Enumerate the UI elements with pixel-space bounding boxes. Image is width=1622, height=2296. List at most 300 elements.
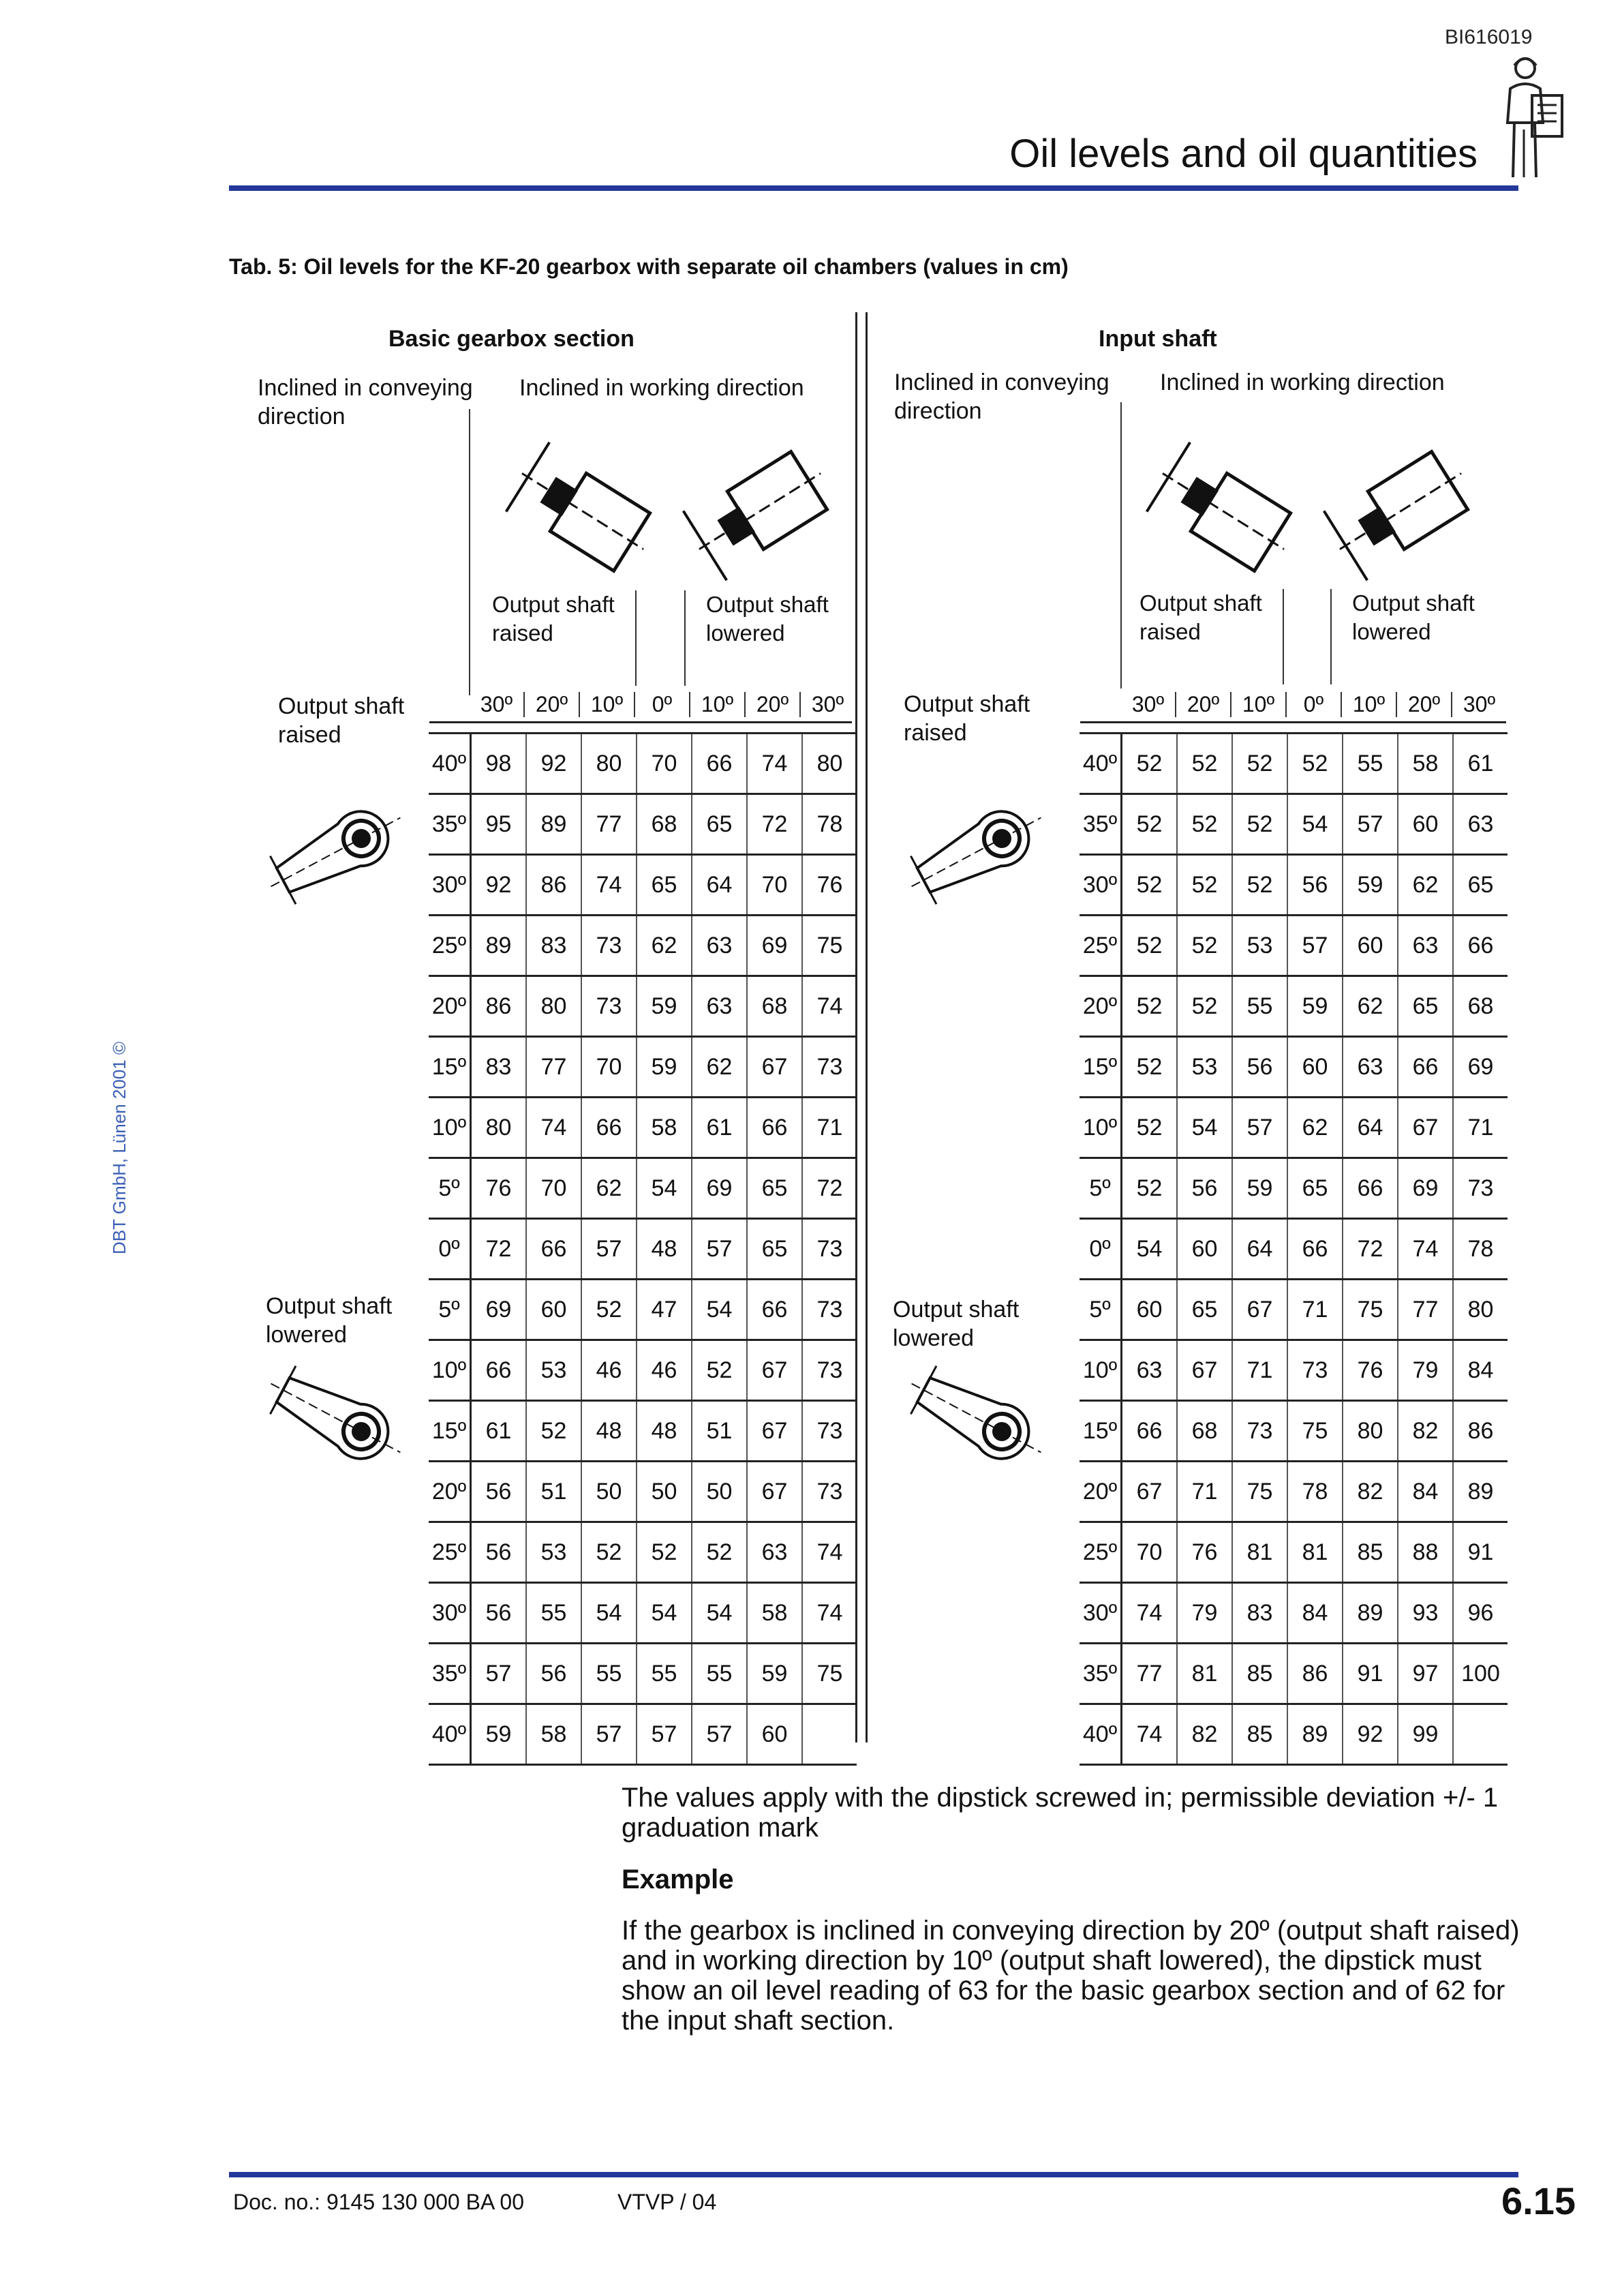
oil-level-cell: 91 [1343,1644,1398,1704]
oil-level-cell: 69 [692,1158,747,1219]
oil-level-cell: 80 [471,1098,527,1158]
row-angle: 25º [429,1522,471,1583]
oil-level-cell: 80 [1343,1401,1398,1462]
table-row [429,794,857,855]
oil-level-cell: 74 [581,855,637,916]
oil-level-cell: 71 [1287,1280,1343,1340]
oil-level-cell: 84 [1398,1462,1453,1522]
oil-level-cell: 57 [637,1704,692,1765]
basic-col-divider [635,590,637,686]
oil-level-cell: 60 [1398,794,1453,855]
page-number: 6.15 [1501,2179,1576,2222]
oil-level-cell: 76 [1343,1340,1398,1401]
oil-level-cell: 83 [1232,1583,1287,1644]
row-angle: 25º [429,916,471,976]
input-working-label: Inclined in working direction [1160,369,1445,395]
oil-level-cell: 81 [1232,1522,1287,1583]
oil-level-cell: 89 [1453,1462,1508,1522]
oil-level-cell: 56 [526,1644,581,1704]
dipstick-note: The values apply with the dipstick screwed in; permissible deviation +/- 1 graduation mark [622,1783,1499,1843]
input-oil-table [1080,732,1508,1766]
oil-level-cell: 66 [747,1280,802,1340]
oil-level-cell: 91 [1453,1522,1508,1583]
oil-level-cell: 80 [581,734,637,794]
input-column-label: 0º [1287,692,1342,717]
oil-level-cell: 52 [1122,855,1178,916]
table-row [1080,794,1508,855]
oil-level-cell: 52 [1122,734,1178,794]
oil-level-cell: 52 [1177,855,1232,916]
row-angle: 30º [429,1583,471,1644]
oil-level-cell: 77 [581,794,637,855]
basic-section-title: Basic gearbox section [388,326,634,352]
table-row [429,1644,857,1704]
oil-level-cell: 60 [747,1704,802,1765]
oil-level-cell: 67 [1232,1280,1287,1340]
row-angle: 25º [1080,916,1122,976]
footer-rule [229,2172,1518,2177]
table-row [1080,1158,1508,1219]
row-angle: 15º [429,1401,471,1462]
oil-level-cell: 67 [1398,1098,1453,1158]
oil-level-cell: 66 [526,1219,581,1280]
oil-level-cell: 66 [1287,1219,1343,1280]
oil-level-cell: 60 [526,1280,581,1340]
table-row [1080,1704,1508,1765]
oil-level-cell: 55 [1343,734,1398,794]
row-angle: 5º [429,1158,471,1219]
table-row [1080,1462,1508,1522]
oil-level-cell: 64 [1343,1098,1398,1158]
oil-level-cell: 75 [802,916,857,976]
oil-level-cell: 63 [1453,794,1508,855]
oil-level-cell: 93 [1398,1583,1453,1644]
table-row [1080,1401,1508,1462]
oil-level-cell: 66 [581,1098,637,1158]
oil-level-cell: 89 [471,916,527,976]
oil-level-cell: 80 [1453,1280,1508,1340]
table-row [429,1098,857,1158]
oil-level-cell: 72 [802,1158,857,1219]
example-heading: Example [622,1864,734,1894]
oil-level-cell: 77 [1398,1280,1453,1340]
input-shaft-eye-lowered-diagram [900,1363,1063,1479]
oil-level-cell: 53 [526,1340,581,1401]
input-column-label: 20º [1397,692,1452,717]
gearbox-tilt-raised-diagram [504,443,661,579]
row-angle: 30º [1080,855,1122,916]
oil-level-cell: 71 [1453,1098,1508,1158]
oil-level-cell: 47 [637,1280,692,1340]
oil-level-cell: 80 [802,734,857,794]
oil-level-cell: 70 [747,855,802,916]
oil-level-cell: 61 [692,1098,747,1158]
oil-level-cell: 52 [1122,916,1178,976]
oil-level-cell: 65 [1398,976,1453,1037]
oil-level-cell: 52 [1122,1158,1178,1219]
oil-level-cell: 65 [637,855,692,916]
oil-level-cell: 62 [1398,855,1453,916]
oil-level-cell: 72 [1343,1219,1398,1280]
oil-level-cell: 88 [1398,1522,1453,1583]
oil-level-cell: 51 [692,1401,747,1462]
input-column-label: 20º [1176,692,1231,717]
row-angle: 35º [1080,794,1122,855]
copyright-text: DBT GmbH, Lünen 2001 © [109,1041,129,1254]
oil-level-cell: 75 [802,1644,857,1704]
input-section-title: Input shaft [1099,326,1217,352]
oil-level-cell: 72 [747,794,802,855]
table-row [429,976,857,1037]
oil-level-cell: 52 [581,1280,637,1340]
oil-level-cell: 73 [802,1280,857,1340]
oil-level-cell: 68 [1453,976,1508,1037]
oil-level-cell: 86 [471,976,527,1037]
oil-level-cell: 57 [692,1704,747,1765]
oil-level-cell: 54 [1287,794,1343,855]
table-row [429,1037,857,1098]
row-angle: 25º [1080,1522,1122,1583]
oil-level-cell: 99 [1398,1704,1453,1765]
oil-level-cell: 55 [581,1644,637,1704]
oil-level-cell: 89 [1343,1583,1398,1644]
oil-level-cell: 73 [1232,1401,1287,1462]
oil-level-cell: 72 [471,1219,527,1280]
oil-level-cell: 54 [637,1583,692,1644]
row-angle: 10º [1080,1340,1122,1401]
oil-level-cell: 59 [1287,976,1343,1037]
oil-level-cell: 59 [1343,855,1398,916]
row-angle: 10º [429,1340,471,1401]
basic-conveying-divider [469,409,470,695]
oil-level-cell: 52 [581,1522,637,1583]
engineer-clipboard-icon [1490,48,1572,184]
table-caption: Tab. 5: Oil levels for the KF-20 gearbox with separate oil chambers (values in cm) [229,254,1069,279]
oil-level-cell: 59 [471,1704,527,1765]
oil-level-cell: 89 [526,794,581,855]
oil-level-cell: 52 [1232,794,1287,855]
oil-level-cell: 62 [1343,976,1398,1037]
input-column-label: 30º [1463,691,1496,716]
oil-level-cell: 100 [1453,1644,1508,1704]
table-row [429,1462,857,1522]
oil-level-cell: 57 [581,1219,637,1280]
row-angle: 5º [1080,1158,1122,1219]
oil-level-cell: 51 [526,1462,581,1522]
oil-level-cell: 74 [1122,1704,1178,1765]
oil-level-cell: 75 [1287,1401,1343,1462]
input-column-header [1121,687,1506,721]
basic-col-raised-label: Output shaft raised [492,592,615,646]
row-angle: 35º [429,1644,471,1704]
oil-level-cell: 50 [581,1462,637,1522]
oil-level-cell: 65 [1177,1280,1232,1340]
basic-col-lowered-label: Output shaft lowered [706,592,829,646]
oil-level-cell: 71 [1232,1340,1287,1401]
row-angle: 20º [1080,976,1122,1037]
oil-level-cell: 53 [1177,1037,1232,1098]
row-angle: 40º [1080,1704,1122,1765]
oil-level-cell: 52 [1177,916,1232,976]
oil-level-cell: 46 [637,1340,692,1401]
input-gearbox-tilt-raised-diagram [1145,443,1302,579]
oil-level-cell: 66 [747,1098,802,1158]
oil-level-cell: 84 [1453,1340,1508,1401]
input-gearbox-tilt-lowered-diagram [1322,443,1479,579]
row-angle: 10º [429,1098,471,1158]
row-angle: 0º [1080,1219,1122,1280]
oil-level-cell: 52 [692,1340,747,1401]
oil-level-cell: 84 [1287,1583,1343,1644]
input-column-label: 10º [1231,692,1287,717]
oil-level-cell: 61 [471,1401,527,1462]
table-row [429,1522,857,1583]
oil-level-cell: 66 [1398,1037,1453,1098]
oil-level-cell: 71 [1177,1462,1232,1522]
basic-column-label: 10º [580,692,635,717]
basic-column-label: 0º [635,692,690,717]
table-row [429,855,857,916]
oil-level-cell: 67 [747,1401,802,1462]
oil-level-cell: 68 [747,976,802,1037]
oil-level-cell: 52 [1177,976,1232,1037]
oil-level-cell: 56 [471,1462,527,1522]
oil-level-cell: 82 [1177,1704,1232,1765]
oil-level-cell: 68 [1177,1401,1232,1462]
table-row [1080,1340,1508,1401]
oil-level-cell: 69 [471,1280,527,1340]
table-row [429,1583,857,1644]
section-divider [866,312,868,1742]
table-row [429,1401,857,1462]
oil-level-cell: 52 [1177,734,1232,794]
table-row [1080,1583,1508,1644]
row-angle: 35º [429,794,471,855]
oil-level-cell: 77 [526,1037,581,1098]
oil-level-cell: 59 [637,1037,692,1098]
oil-level-cell: 81 [1287,1522,1343,1583]
oil-level-cell: 74 [802,976,857,1037]
table-row [429,1340,857,1401]
page-title: Oil levels and oil quantities [1009,132,1478,176]
oil-level-cell: 68 [637,794,692,855]
table-row [429,1158,857,1219]
table-row [429,734,857,794]
input-column-label: 30º [1121,692,1176,717]
oil-level-cell: 48 [581,1401,637,1462]
basic-column-label: 20º [746,692,801,717]
oil-level-cell: 74 [1122,1583,1178,1644]
input-col-divider [1283,589,1284,684]
input-conveying-divider [1120,402,1122,689]
row-angle: 10º [1080,1098,1122,1158]
oil-level-cell: 57 [692,1219,747,1280]
oil-level-cell: 50 [637,1462,692,1522]
row-angle: 5º [429,1280,471,1340]
oil-level-cell: 70 [637,734,692,794]
table-row [1080,734,1508,794]
oil-level-cell: 73 [802,1340,857,1401]
oil-level-cell: 73 [802,1462,857,1522]
oil-level-cell: 75 [1343,1280,1398,1340]
row-angle: 30º [1080,1583,1122,1644]
oil-level-cell: 73 [581,916,637,976]
input-col-raised-label: Output shaft raised [1139,590,1262,644]
oil-level-cell: 86 [1287,1644,1343,1704]
shaft-eye-raised-diagram [259,798,423,913]
oil-level-cell: 63 [1398,916,1453,976]
oil-level-cell: 60 [1343,916,1398,976]
input-column-label: 10º [1342,692,1397,717]
oil-level-cell: 55 [526,1583,581,1644]
oil-level-cell: 82 [1398,1401,1453,1462]
oil-level-cell: 74 [802,1522,857,1583]
oil-level-cell: 56 [1177,1158,1232,1219]
oil-level-cell: 57 [1343,794,1398,855]
oil-level-cell: 57 [471,1644,527,1704]
oil-level-cell: 73 [802,1037,857,1098]
oil-level-cell: 59 [1232,1158,1287,1219]
oil-level-cell: 67 [747,1462,802,1522]
basic-conveying-label: Inclined in conveying direction [258,375,473,429]
oil-level-cell: 67 [747,1037,802,1098]
oil-level-cell: 54 [692,1280,747,1340]
oil-level-cell: 62 [581,1158,637,1219]
example-text: If the gearbox is inclined in conveying direction by 20º (output shaft raised) and in working direction by 10º (output shaft lowered), the dipstick must show an oil level reading of 63 for the basic gearbox section and of 62 for the input shaft section. [622,1916,1520,2036]
oil-level-cell: 79 [1177,1583,1232,1644]
oil-level-cell: 52 [692,1522,747,1583]
oil-level-cell: 52 [1122,1037,1178,1098]
basic-column-label: 30º [470,692,525,717]
oil-level-cell: 58 [637,1098,692,1158]
basic-row-raised-label: Output shaft raised [278,693,405,748]
row-angle: 15º [1080,1401,1122,1462]
oil-level-cell: 67 [747,1340,802,1401]
oil-level-cell: 52 [1232,855,1287,916]
oil-level-cell: 63 [747,1522,802,1583]
document-id: BI616019 [1445,26,1533,48]
oil-level-cell: 80 [526,976,581,1037]
oil-level-cell: 65 [1453,855,1508,916]
oil-level-cell: 92 [526,734,581,794]
oil-level-cell: 54 [1177,1098,1232,1158]
oil-level-cell: 97 [1398,1644,1453,1704]
oil-level-cell: 63 [1343,1037,1398,1098]
table-row [1080,916,1508,976]
row-angle: 40º [429,734,471,794]
oil-level-cell: 56 [1232,1037,1287,1098]
vtvp-code: VTVP / 04 [617,2190,717,2214]
row-angle: 40º [429,1704,471,1765]
row-angle: 15º [1080,1037,1122,1098]
oil-level-cell: 63 [692,976,747,1037]
oil-level-cell: 58 [1398,734,1453,794]
oil-level-cell: 89 [1287,1704,1343,1765]
table-row [429,1219,857,1280]
oil-level-cell: 64 [1232,1219,1287,1280]
oil-level-cell: 70 [581,1037,637,1098]
oil-level-cell: 54 [637,1158,692,1219]
oil-level-cell: 58 [747,1583,802,1644]
oil-level-cell: 65 [747,1158,802,1219]
row-angle: 30º [429,855,471,916]
oil-level-cell [1453,1704,1508,1765]
oil-level-cell: 52 [1122,794,1178,855]
oil-level-cell: 57 [1232,1098,1287,1158]
shaft-eye-lowered-diagram [259,1363,423,1479]
oil-level-cell: 66 [692,734,747,794]
oil-level-cell: 71 [802,1098,857,1158]
oil-level-cell: 55 [637,1644,692,1704]
row-angle: 15º [429,1037,471,1098]
basic-column-label: 20º [525,692,580,717]
basic-column-header [470,687,855,721]
oil-level-cell: 54 [692,1583,747,1644]
oil-level-cell: 66 [471,1340,527,1401]
oil-level-cell: 60 [1122,1280,1178,1340]
oil-level-cell: 85 [1232,1644,1287,1704]
row-angle: 35º [1080,1644,1122,1704]
row-angle: 20º [1080,1462,1122,1522]
oil-level-cell: 65 [747,1219,802,1280]
row-angle: 40º [1080,734,1122,794]
oil-level-cell: 66 [1122,1401,1178,1462]
oil-level-cell: 63 [692,916,747,976]
oil-level-cell: 78 [1453,1219,1508,1280]
oil-level-cell: 92 [471,855,527,916]
oil-level-cell: 73 [1453,1158,1508,1219]
row-angle: 0º [429,1219,471,1280]
table-row [1080,1280,1508,1340]
oil-level-cell: 61 [1453,734,1508,794]
oil-level-cell: 48 [637,1219,692,1280]
oil-level-cell: 74 [802,1583,857,1644]
oil-level-cell: 62 [1287,1098,1343,1158]
table-row [429,1704,857,1765]
input-shaft-eye-raised-diagram [900,798,1063,913]
oil-level-cell: 64 [692,855,747,916]
basic-column-label: 30º [811,691,844,716]
oil-level-cell: 52 [1177,794,1232,855]
oil-level-cell: 83 [526,916,581,976]
table-row [1080,1098,1508,1158]
oil-level-cell: 54 [581,1583,637,1644]
oil-level-cell: 60 [1287,1037,1343,1098]
oil-level-cell: 55 [692,1644,747,1704]
table-row [1080,976,1508,1037]
input-col-lowered-label: Output shaft lowered [1352,590,1475,644]
oil-level-cell: 83 [471,1037,527,1098]
oil-level-cell: 77 [1122,1644,1178,1704]
oil-level-cell: 74 [526,1098,581,1158]
row-angle: 20º [429,976,471,1037]
oil-level-cell: 59 [747,1644,802,1704]
oil-level-cell: 92 [1343,1704,1398,1765]
oil-level-cell: 74 [747,734,802,794]
oil-level-cell: 67 [1122,1462,1178,1522]
oil-level-cell: 95 [471,794,527,855]
basic-row-lowered-label: Output shaft lowered [266,1293,393,1348]
row-angle: 5º [1080,1280,1122,1340]
oil-level-cell: 52 [637,1522,692,1583]
oil-level-cell: 52 [1122,1098,1178,1158]
oil-level-cell: 78 [802,794,857,855]
oil-level-cell: 52 [1232,734,1287,794]
oil-level-cell: 73 [802,1401,857,1462]
oil-level-cell: 73 [581,976,637,1037]
oil-level-cell: 65 [692,794,747,855]
oil-level-cell: 86 [1453,1401,1508,1462]
